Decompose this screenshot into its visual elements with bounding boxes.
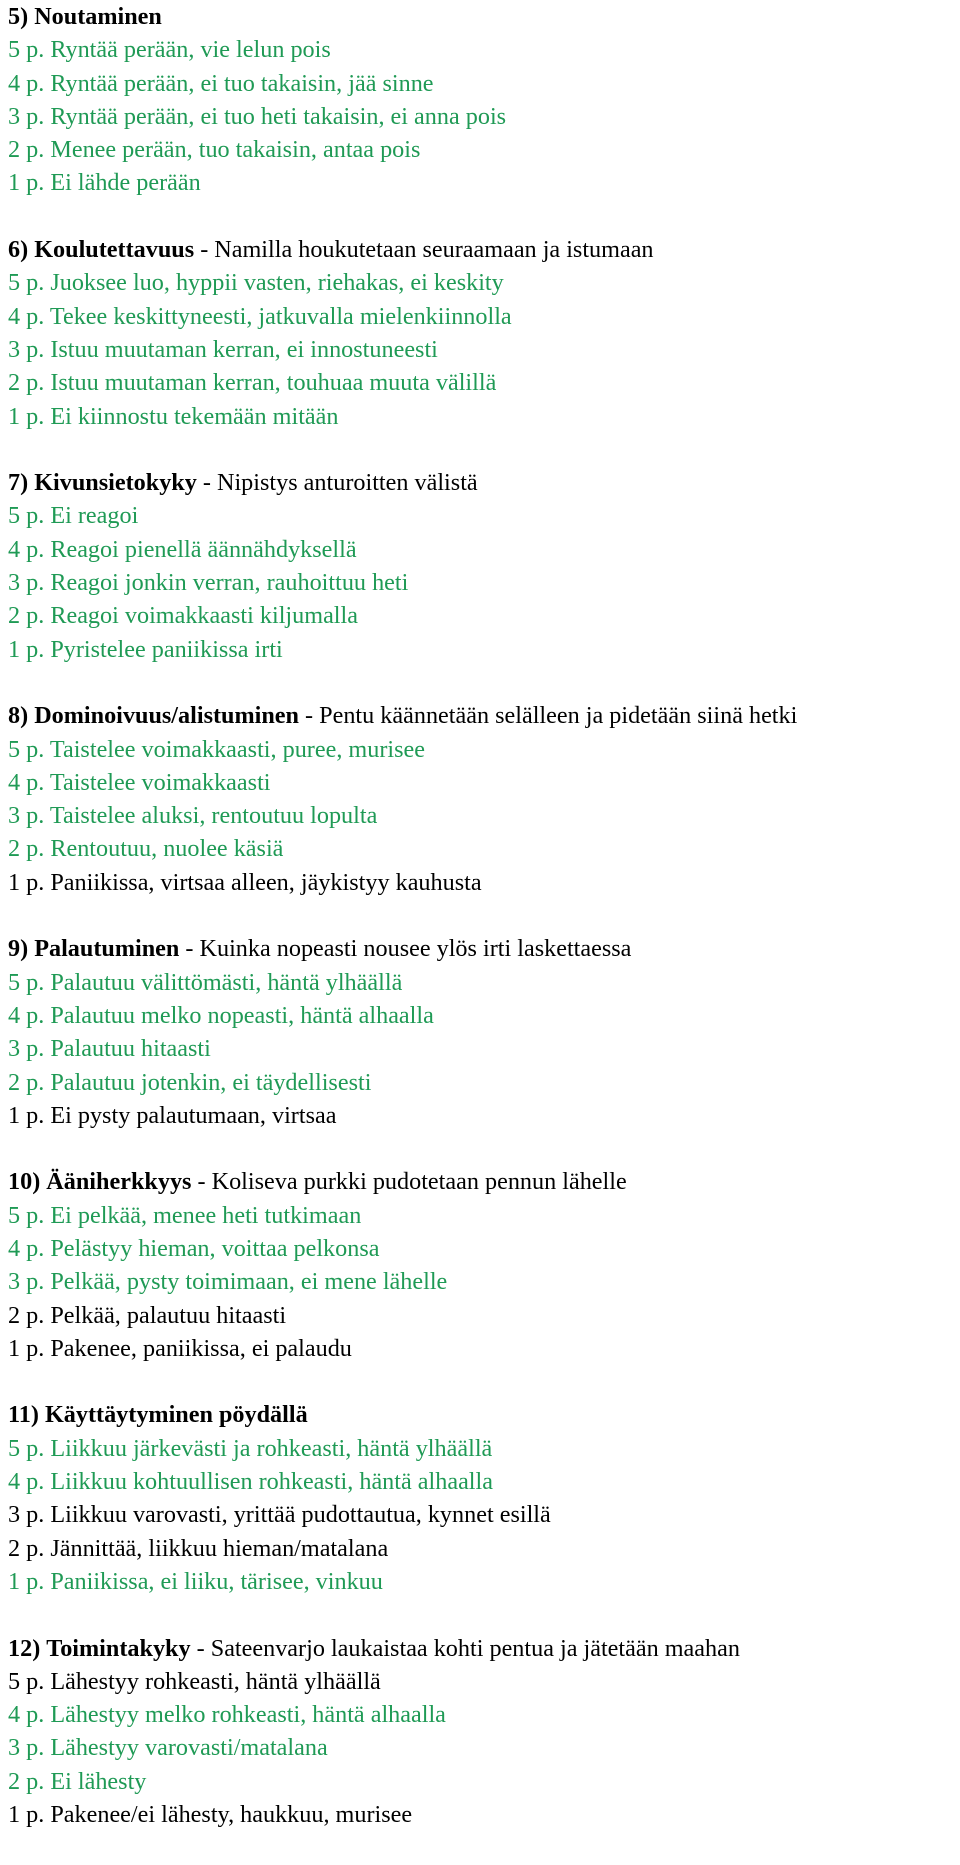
section-number: 6): [8, 236, 29, 264]
section-heading: [8, 1398, 958, 1431]
score-item: 5 p. Palautuu välittömästi, häntä ylhäällä: [8, 968, 403, 996]
section-description: - Namilla houkutetaan seuraamaan ja istumaan: [194, 236, 654, 264]
score-item: 4 p. Lähestyy melko rohkeasti, häntä alhaalla: [8, 1701, 446, 1729]
score-item: 5 p. Liikkuu järkevästi ja rohkeasti, häntä ylhäällä: [8, 1434, 493, 1462]
section-number: 9): [8, 935, 29, 963]
section-kivunsietokyky: [8, 466, 958, 666]
document-page: [8, 0, 958, 1865]
section-number: 8): [8, 702, 29, 730]
section-heading: [8, 233, 958, 266]
score-item: 3 p. Pelkää, pysty toimimaan, ei mene lähelle: [8, 1268, 448, 1296]
score-item: 2 p. Rentoutuu, nuolee käsiä: [8, 835, 284, 863]
score-item: 1 p. Paniikissa, ei liiku, tärisee, vinkuu: [8, 1567, 383, 1595]
score-item: 5 p. Ryntää perään, vie lelun pois: [8, 36, 331, 64]
score-item: 5 p. Ei pelkää, menee heti tutkimaan: [8, 1201, 362, 1229]
score-item: 4 p. Pelästyy hieman, voittaa pelkonsa: [8, 1234, 380, 1262]
section-number: 12): [8, 1634, 41, 1662]
section-title: Käyttäytyminen pöydällä: [44, 1401, 308, 1429]
section-heading: [8, 1165, 958, 1198]
section-title: Ääniherkkyys: [46, 1168, 192, 1196]
section-heading: [8, 0, 958, 33]
score-item: 5 p. Lähestyy rohkeasti, häntä ylhäällä: [8, 1667, 381, 1695]
section-toimintakyky: [8, 1632, 958, 1832]
section-description: - Sateenvarjo laukaistaa kohti pentua ja jätetään maahan: [190, 1634, 740, 1662]
score-item: 3 p. Reagoi jonkin verran, rauhoittuu heti: [8, 569, 409, 597]
section-title: Kivunsietokyky: [34, 469, 197, 497]
score-item: 1 p. Pakenee/ei lähesty, haukkuu, murisee: [8, 1801, 413, 1829]
score-item: 4 p. Liikkuu kohtuullisen rohkeasti, häntä alhaalla: [8, 1468, 493, 1496]
score-item: 2 p. Ei lähesty: [8, 1767, 147, 1795]
score-item: 4 p. Reagoi pienellä äännähdyksellä: [8, 535, 357, 563]
score-item: 1 p. Pyristelee paniikissa irti: [8, 635, 283, 663]
section-title: Koulutettavuus: [34, 236, 195, 264]
score-item: 3 p. Liikkuu varovasti, yrittää pudottautua, kynnet esillä: [8, 1501, 551, 1529]
section-number: 11): [8, 1401, 39, 1429]
section-dominoivuus: [8, 699, 958, 899]
section-palautuminen: [8, 932, 958, 1132]
score-item: 5 p. Ei reagoi: [8, 502, 139, 530]
section-number: 7): [8, 469, 29, 497]
score-item: 4 p. Palautuu melko nopeasti, häntä alhaalla: [8, 1001, 434, 1029]
section-number: 5): [8, 3, 29, 30]
score-item: 1 p. Ei kiinnostu tekemään mitään: [8, 402, 339, 430]
section-aaniherkkyys: [8, 1165, 958, 1365]
score-item: 3 p. Ryntää perään, ei tuo heti takaisin, ei anna pois: [8, 102, 507, 130]
score-item: 4 p. Taistelee voimakkaasti: [8, 768, 271, 796]
score-item: 1 p. Ei lähde perään: [8, 169, 201, 197]
score-item: 3 p. Taistelee aluksi, rentoutuu lopulta: [8, 802, 378, 830]
score-item: 5 p. Taistelee voimakkaasti, puree, murisee: [8, 735, 425, 763]
section-number: 10): [8, 1168, 41, 1196]
score-item: 4 p. Tekee keskittyneesti, jatkuvalla mielenkiinnolla: [8, 302, 512, 330]
section-heading: [8, 466, 958, 499]
section-kayttaytyminen-poydalla: [8, 1398, 958, 1598]
section-title: Dominoivuus/alistuminen: [34, 702, 299, 730]
section-koulutettavuus: [8, 233, 958, 433]
section-heading: [8, 1632, 958, 1665]
section-description: - Kuinka nopeasti nousee ylös irti laskettaessa: [179, 935, 632, 963]
section-description: - Pentu käännetään selälleen ja pidetään siinä hetki: [299, 702, 798, 730]
score-item: 3 p. Palautuu hitaasti: [8, 1035, 211, 1063]
section-heading: [8, 699, 958, 732]
score-item: 1 p. Paniikissa, virtsaa alleen, jäykistyy kauhusta: [8, 868, 482, 896]
score-item: 2 p. Menee perään, tuo takaisin, antaa pois: [8, 136, 421, 164]
section-title: Toimintakyky: [46, 1634, 191, 1662]
score-item: 3 p. Istuu muutaman kerran, ei innostuneesti: [8, 335, 438, 363]
score-item: 3 p. Lähestyy varovasti/matalana: [8, 1734, 328, 1762]
score-item: 2 p. Jännittää, liikkuu hieman/matalana: [8, 1534, 389, 1562]
section-description: - Nipistys anturoitten välistä: [196, 469, 478, 497]
score-item: 2 p. Palautuu jotenkin, ei täydellisesti: [8, 1068, 372, 1096]
score-item: 1 p. Pakenee, paniikissa, ei palaudu: [8, 1334, 352, 1362]
score-item: 2 p. Reagoi voimakkaasti kiljumalla: [8, 602, 358, 630]
section-description: - Koliseva purkki pudotetaan pennun lähelle: [191, 1168, 627, 1196]
section-title: Noutaminen: [34, 3, 162, 30]
score-item: 2 p. Istuu muutaman kerran, touhuaa muuta välillä: [8, 369, 497, 397]
score-item: 4 p. Ryntää perään, ei tuo takaisin, jää sinne: [8, 69, 434, 97]
section-noutaminen: [8, 0, 958, 200]
score-item: 1 p. Ei pysty palautumaan, virtsaa: [8, 1101, 337, 1129]
section-title: Palautuminen: [34, 935, 180, 963]
section-heading: [8, 932, 958, 965]
score-item: 5 p. Juoksee luo, hyppii vasten, riehakas, ei keskity: [8, 269, 504, 297]
score-item: 2 p. Pelkää, palautuu hitaasti: [8, 1301, 287, 1329]
